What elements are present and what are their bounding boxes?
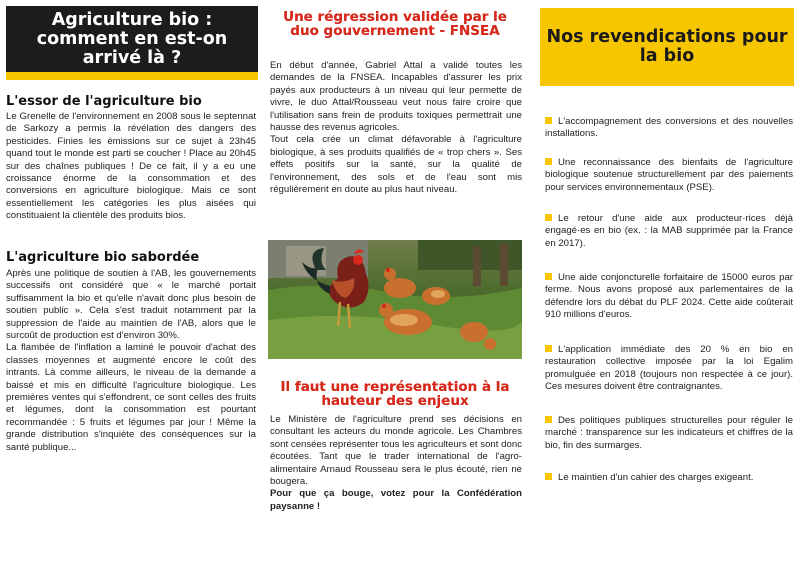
claim-text: Une reconnaissance des bienfaits de l'agriculture biologique soutenue structurellement par des paiements pour services environnementaux (PSE). xyxy=(545,157,793,193)
sabordee-para-2: La flambée de l'inflation a laminé le pouvoir d'achat des classes moyennes et augmenté encore le coût des intrants. Là comme ailleurs, le niveau de la demande a baissé et mis en difficulté l'agriculture biologique. Les premières ventes qui s'effondrent, ce sont celles des fruits et légumes, dont la consommation est pourtant recommandée : 5 fruits et légumes par jour ! Même la grande distribution s'inquiète des conséquences sur la santé publique... xyxy=(6,342,256,453)
section-text-essor: Le Grenelle de l'environnement en 2008 sous le septennat de Sarkozy a permis la révélation des dangers des pesticides. Finies les émissions sur ce sujet à 23h45 quand tout le monde est parti se coucher ! Place au 20h45 sur des chaînes publiques ! De ce fait, il y a eu une croissance énorme de la consommation et des conversions en agriculture biologique. Mais ce sont essentiellement les catégories les plus aisées qui constituaient la clientèle des produits bios. xyxy=(6,111,256,222)
claim-text: L'application immédiate des 20 % en bio en restauration collective imposée par la loi Egalim promulguée en 2018 (toujours non respectée à ce jour). Ces mesures doivent être contraignantes. xyxy=(545,344,793,393)
col1-title-line-3: arrivé là ? xyxy=(82,47,182,68)
yellow-square-bullet-icon xyxy=(545,214,552,221)
list-item xyxy=(545,116,793,141)
list-item xyxy=(545,272,793,322)
col2-text-regression xyxy=(270,60,522,196)
claim-text: L'accompagnement des conversions et des nouvelles installations. xyxy=(545,116,793,140)
list-item xyxy=(545,415,793,452)
col3-title-line-2: la bio xyxy=(639,46,695,66)
yellow-square-bullet-icon xyxy=(545,416,552,423)
col2-heading-representation-line-2: hauteur des enjeux xyxy=(321,393,469,409)
claim-text: Le retour d'une aide aux producteur·rices déjà engagé·es en bio (ex. : la MAB supprimée par la France en 2017). xyxy=(545,213,793,249)
section-text-sabordee xyxy=(6,268,256,454)
col2-heading-representation xyxy=(268,380,522,408)
representation-para-1: Le Ministère de l'agriculture prend ses décisions en consultant les acteurs du monde agricole. Les Chambres sont censées représenter tous les agriculteurs et sont donc écoutées. Tant que le trader international de l'agro-alimentaire Arnaud Rousseau sera le plus écouté, rien ne bougera. xyxy=(270,414,522,488)
claim-text: Des politiques publiques structurelles pour réguler le marché : transparence sur les indicateurs et chiffres de la bio, fin des surmarges. xyxy=(545,415,793,451)
yellow-square-bullet-icon xyxy=(545,273,552,280)
rooster-and-hens-photo xyxy=(268,240,522,359)
section-heading-sabordee: L'agriculture bio sabordée xyxy=(6,250,200,265)
representation-call-to-vote: Pour que ça bouge, votez pour la Confédération paysanne ! xyxy=(270,488,522,512)
list-item xyxy=(545,472,793,484)
col1-title-line-1: Agriculture bio : xyxy=(51,9,213,30)
col3-title-line-1: Nos revendications pour xyxy=(546,27,788,47)
regression-para-2: Tout cela crée un climat défavorable à l'agriculture biologique, à ses produits qualifiés de « trop chers ». Ses effets positifs sur la santé, sur la qualité de l'environnement, des sols et de l'eau sont mis régulièrement en doute au plus haut niveau. xyxy=(270,134,522,196)
section-heading-essor: L'essor de l'agriculture bio xyxy=(6,94,202,109)
yellow-square-bullet-icon xyxy=(545,345,552,352)
yellow-square-bullet-icon xyxy=(545,473,552,480)
col2-heading-representation-line-1: Il faut une représentation à la xyxy=(280,379,510,395)
col2-heading-regression xyxy=(268,10,522,38)
list-item xyxy=(545,213,793,250)
col2-heading-regression-line-2: duo gouvernement - FNSEA xyxy=(290,23,500,39)
col1-title-line-2: comment en est-on xyxy=(36,28,228,49)
yellow-square-bullet-icon xyxy=(545,117,552,124)
list-item xyxy=(545,344,793,394)
claim-text: Le maintien d'un cahier des charges exigeant. xyxy=(558,472,754,483)
col2-heading-regression-line-1: Une régression validée par le xyxy=(283,9,507,25)
list-item xyxy=(545,157,793,194)
claim-text: Une aide conjoncturelle forfaitaire de 15000 euros par ferme. Nous avons proposé aux parlementaires de la défendre lors du débat du PLF 2024. Cette aide coûterait 910 millions d'euros. xyxy=(545,272,793,321)
regression-para-1: En début d'année, Gabriel Attal a validé toutes les demandes de la FNSEA. Incapables d'assurer les prix payés aux producteurs à un niveau qui leur permette de vivre, le duo Attal/Rousseau veut nous faire croire que l'utilisation sans frein de produits toxiques permettrait une hausse des revenus agricoles. xyxy=(270,60,522,134)
sabordee-para-1: Après une politique de soutien à l'AB, les gouvernements successifs ont considéré que « le marché portait suffisamment la bio et qu'elle n'avait donc plus besoin de soutien public ». Cela s'est traduit notamment par la suppression de l'aide au maintien de l'AB, alors que le surcoût de production est d'environ 30%. xyxy=(6,268,256,342)
col1-title-box xyxy=(6,6,258,72)
col1-title-yellow-bar xyxy=(6,72,258,80)
col2-text-representation xyxy=(270,414,522,513)
yellow-square-bullet-icon xyxy=(545,158,552,165)
col3-title-box xyxy=(540,8,794,86)
